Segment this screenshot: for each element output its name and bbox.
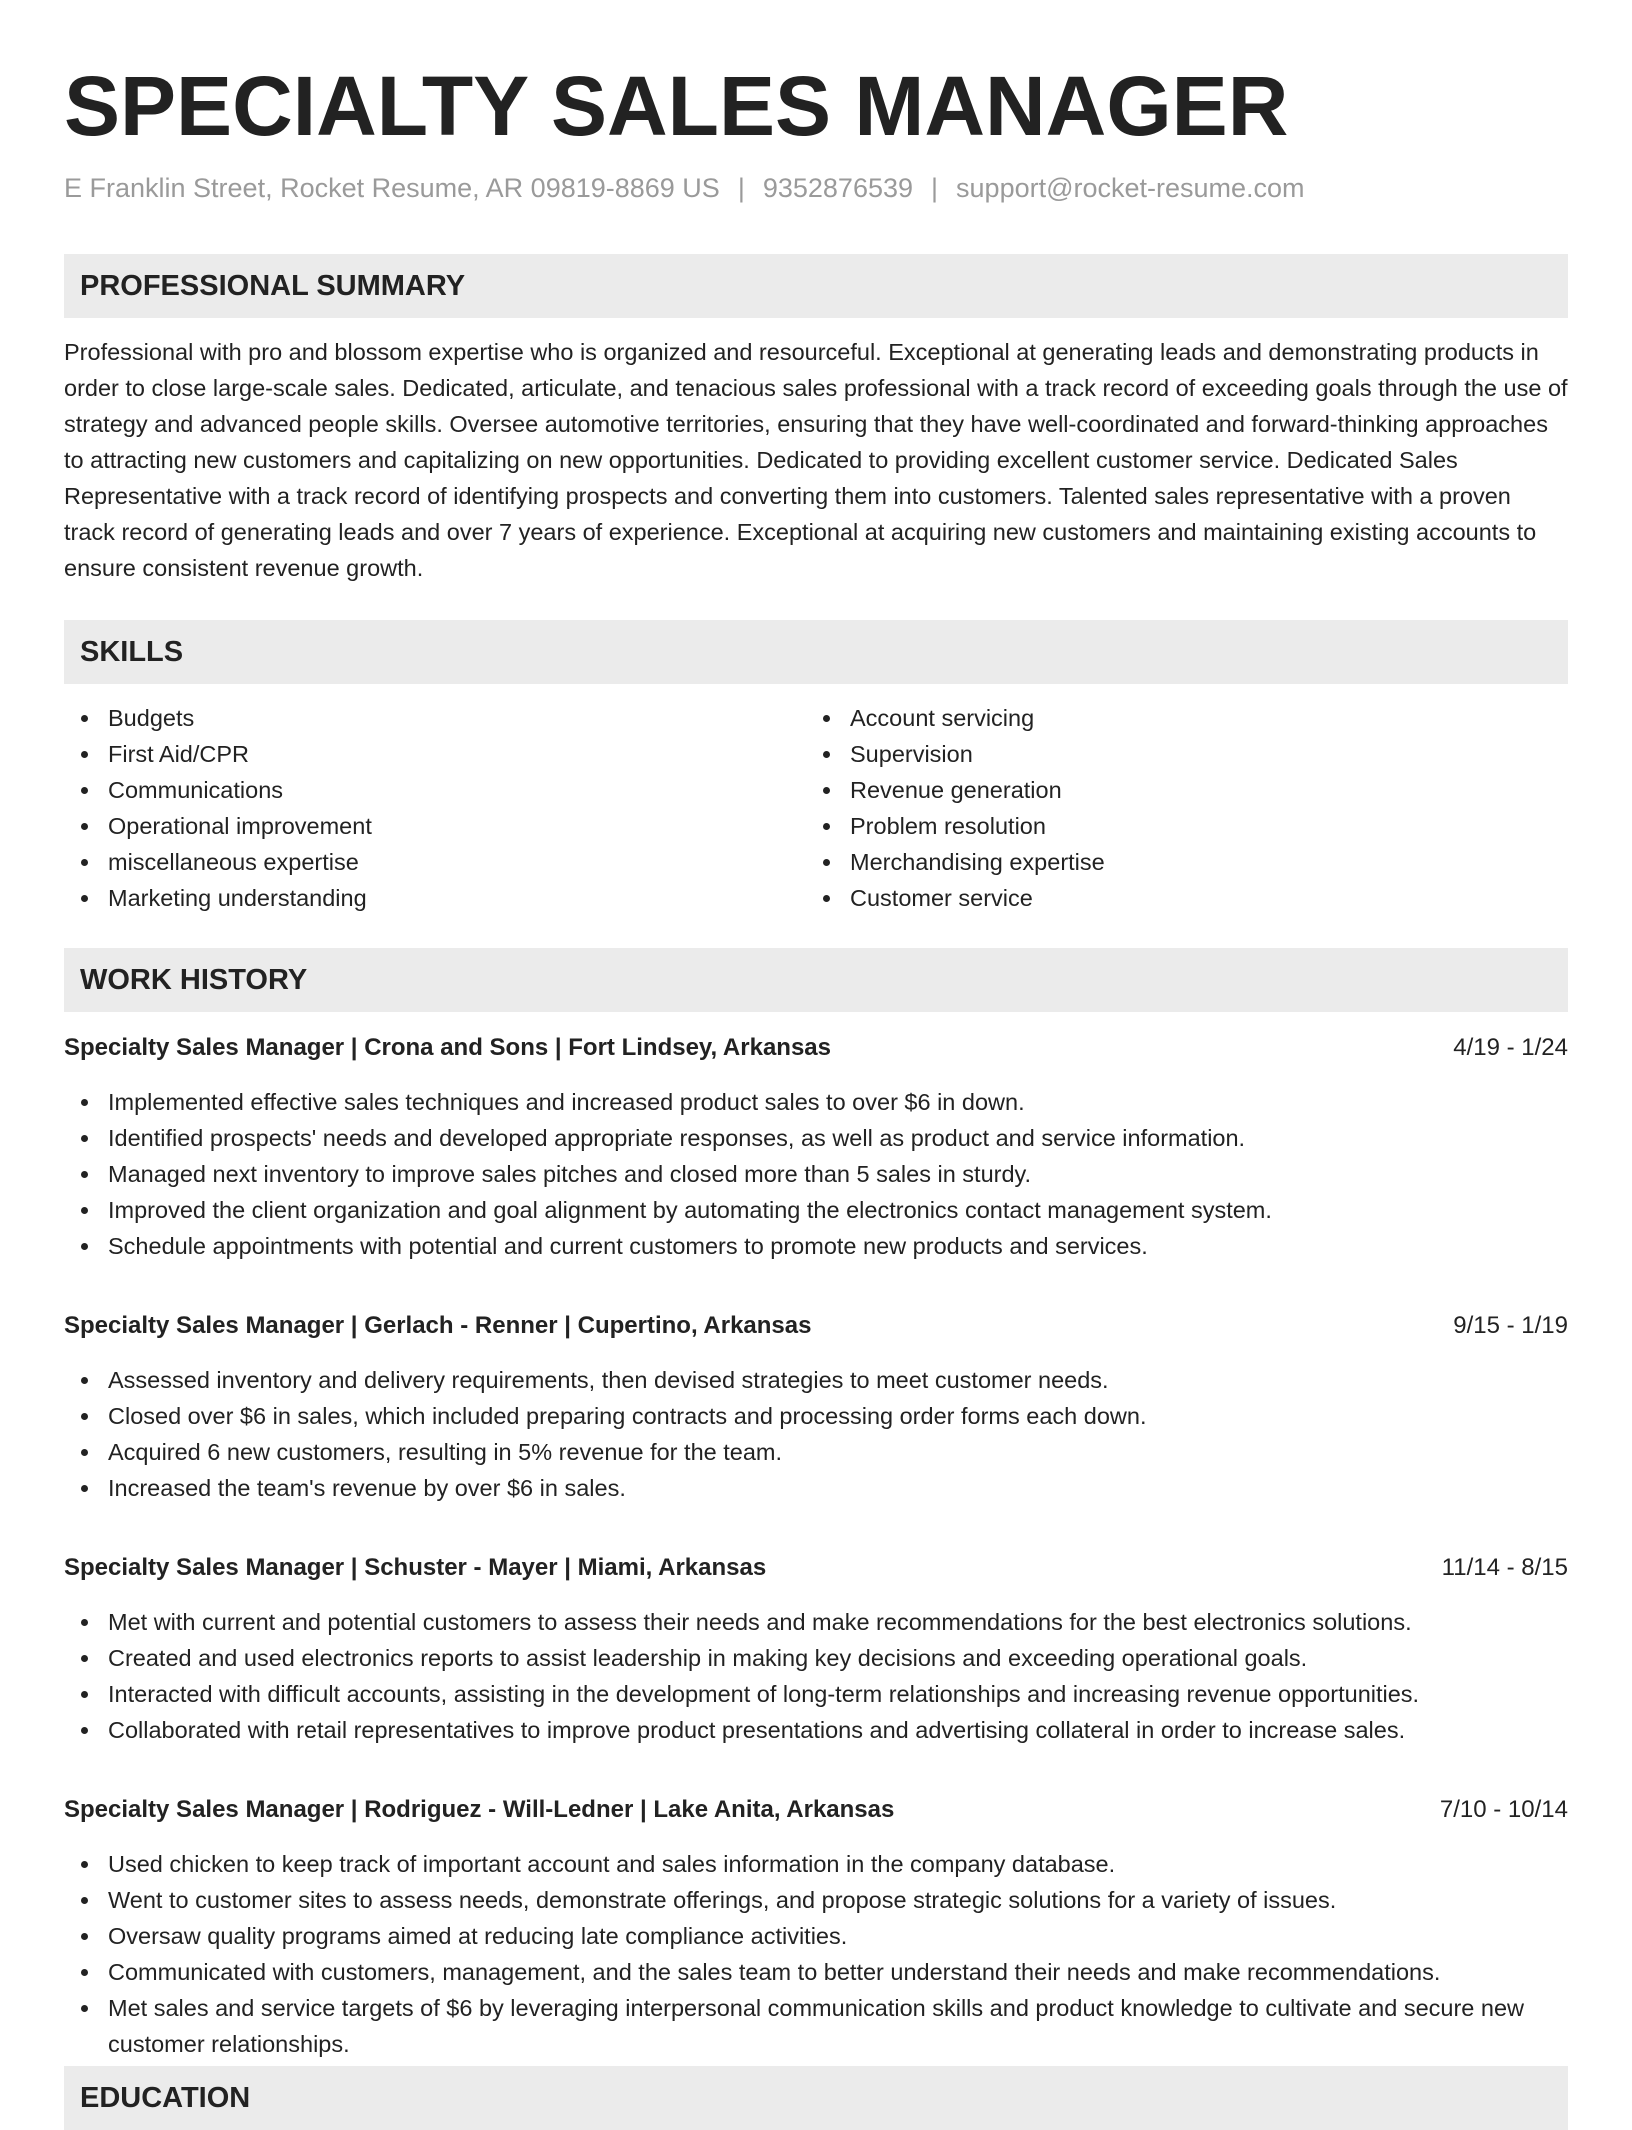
job-header [64,1550,1568,1586]
job-title: Specialty Sales Manager | Gerlach - Renner | Cupertino, Arkansas [64,1312,812,1339]
job-header [64,1030,1568,1066]
skill-item: Account servicing [806,700,1548,736]
job-entry [64,1550,1568,1748]
job-title: Specialty Sales Manager | Schuster - Mayer | Miami, Arkansas [64,1554,767,1581]
section-heading: PROFESSIONAL SUMMARY [64,254,1568,318]
job-bullets [64,1084,1568,1264]
job-bullet: Schedule appointments with potential and current customers to promote new products and services. [64,1228,1568,1264]
section-heading: WORK HISTORY [64,948,1568,1012]
job-bullet: Managed next inventory to improve sales pitches and closed more than 5 sales in sturdy. [64,1156,1568,1192]
contact-separator: | [737,173,745,203]
job-bullet: Implemented effective sales techniques and increased product sales to over $6 in down. [64,1084,1568,1120]
job-bullet: Assessed inventory and delivery requirements, then devised strategies to meet customer needs. [64,1362,1568,1398]
job-bullet: Acquired 6 new customers, resulting in 5% revenue for the team. [64,1434,1568,1470]
contact-line [64,170,1568,206]
contact-address: E Franklin Street, Rocket Resume, AR 09819-8869 US [64,173,720,203]
job-bullets [64,1604,1568,1748]
job-bullet: Collaborated with retail representatives to improve product presentations and advertising collateral in order to increase sales. [64,1712,1568,1748]
section-professional-summary [64,254,1568,586]
contact-separator: | [931,173,939,203]
section-work-history [64,948,1568,2062]
job-bullet: Communicated with customers, management, and the sales team to better understand their needs and make recommendations. [64,1954,1568,1990]
skill-item: Budgets [64,700,806,736]
job-bullets [64,1362,1568,1506]
job-bullet: Went to customer sites to assess needs, demonstrate offerings, and propose strategic solutions for a variety of issues. [64,1882,1568,1918]
skill-item: Revenue generation [806,772,1548,808]
skill-item: Marketing understanding [64,880,806,916]
job-bullet: Closed over $6 in sales, which included preparing contracts and processing order forms each down. [64,1398,1568,1434]
section-education [64,2066,1568,2130]
contact-email[interactable]: support@rocket-resume.com [956,173,1305,203]
job-bullet: Used chicken to keep track of important account and sales information in the company database. [64,1846,1568,1882]
skills-list-right [806,700,1548,916]
job-dates: 9/15 - 1/19 [1453,1312,1568,1339]
job-bullet: Met with current and potential customers to assess their needs and make recommendations for the best electronics solutions. [64,1604,1568,1640]
job-title: Specialty Sales Manager | Rodriguez - Will-Ledner | Lake Anita, Arkansas [64,1796,895,1823]
skill-item: Problem resolution [806,808,1548,844]
job-dates: 4/19 - 1/24 [1453,1034,1568,1061]
skill-item: Operational improvement [64,808,806,844]
summary-text: Professional with pro and blossom expertise who is organized and resourceful. Exceptional at generating leads and demonstrating products in order to close large-scale sales. Dedicated, articulate, and tenacious sales professional with a track record of exceeding goals through the use of strategy and advanced people skills. Oversee automotive territories, ensuring that they have well-coordinated and forward-thinking approaches to attracting new customers and capitalizing on new opportunities. Dedicated to providing excellent customer service. Dedicated Sales Representative with a track record of identifying prospects and converting them into customers. Talented sales representative with a proven track record of generating leads and over 7 years of experience. Exceptional at acquiring new customers and maintaining existing accounts to ensure consistent revenue growth. [64,339,1568,581]
job-title: Specialty Sales Manager | Crona and Sons | Fort Lindsey, Arkansas [64,1034,832,1061]
job-bullet: Met sales and service targets of $6 by leveraging interpersonal communication skills and product knowledge to cultivate and secure new customer relationships. [64,1990,1568,2062]
skill-item: Merchandising expertise [806,844,1548,880]
job-dates: 7/10 - 10/14 [1439,1796,1568,1823]
resume-title: SPECIALTY SALES MANAGER [64,59,1289,153]
job-bullet: Created and used electronics reports to assist leadership in making key decisions and exceeding operational goals. [64,1640,1568,1676]
job-bullet: Increased the team's revenue by over $6 in sales. [64,1470,1568,1506]
skills-grid [64,700,1568,916]
contact-phone: 9352876539 [762,173,914,203]
section-heading: SKILLS [64,620,1568,684]
job-entry [64,1792,1568,2062]
skill-item: Customer service [806,880,1548,916]
resume-page [64,0,1568,2114]
job-entry [64,1030,1568,1264]
job-dates: 11/14 - 8/15 [1441,1554,1568,1581]
section-heading: EDUCATION [64,2066,1568,2130]
job-bullet: Improved the client organization and goal alignment by automating the electronics contact management system. [64,1192,1568,1228]
job-bullet: Oversaw quality programs aimed at reducing late compliance activities. [64,1918,1568,1954]
skill-item: Communications [64,772,806,808]
skill-item: First Aid/CPR [64,736,806,772]
job-bullet: Identified prospects' needs and developed appropriate responses, as well as product and service information. [64,1120,1568,1156]
job-entry [64,1308,1568,1506]
skill-item: miscellaneous expertise [64,844,806,880]
skills-list-left [64,700,806,916]
job-bullets [64,1846,1568,2062]
job-header [64,1792,1568,1828]
job-bullet: Interacted with difficult accounts, assisting in the development of long-term relationships and increasing revenue opportunities. [64,1676,1568,1712]
skill-item: Supervision [806,736,1548,772]
job-header [64,1308,1568,1344]
section-skills [64,620,1568,916]
